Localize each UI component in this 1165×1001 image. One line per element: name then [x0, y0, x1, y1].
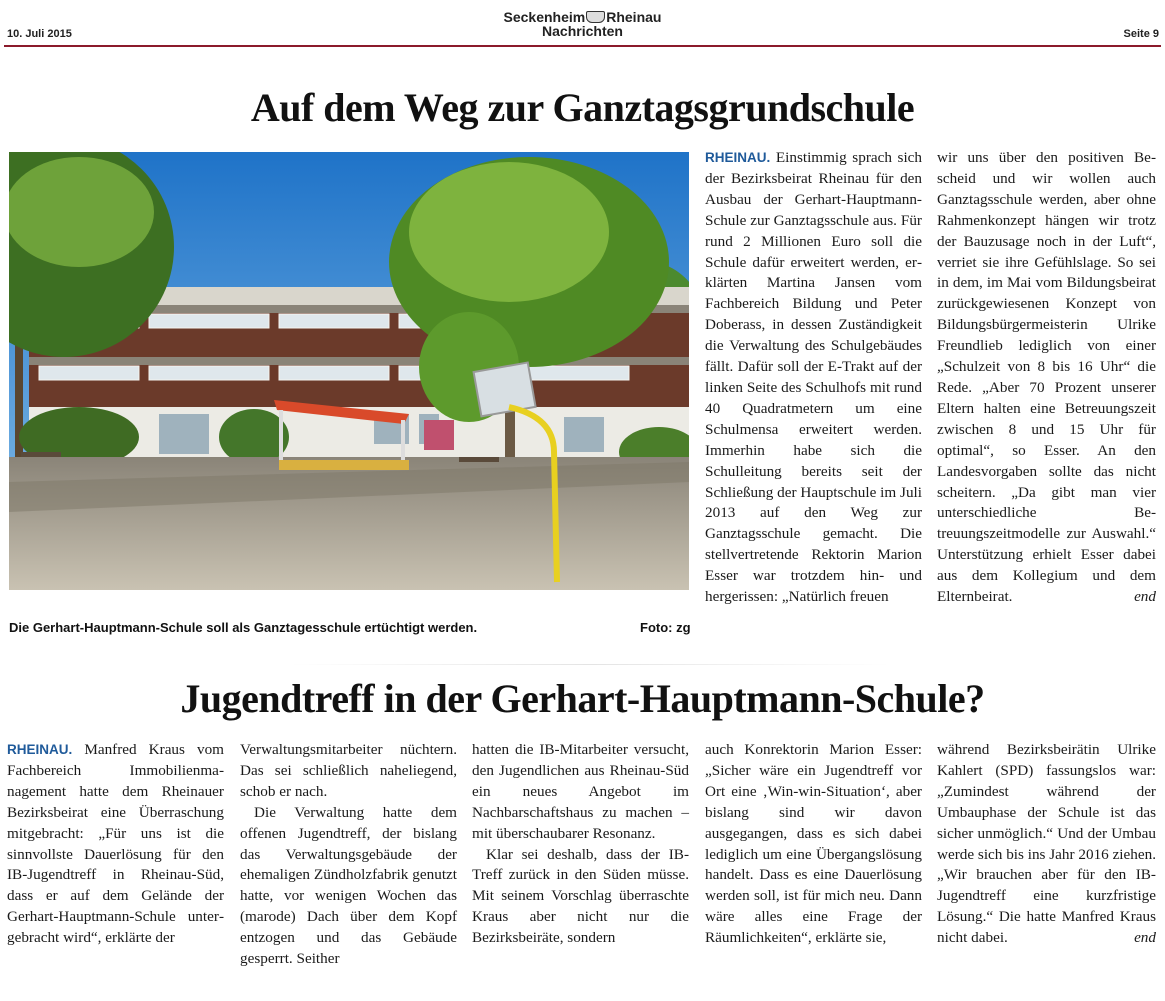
masthead: [0, 10, 1165, 38]
header-rule: [4, 45, 1161, 47]
article2-column-1: [7, 740, 224, 949]
article2-col1-text: Manfred Kraus vom Fachbereich Immobilienmanagement hatte dem Rheinauer Bezirksbeirat eine Überraschung mitgebracht: „Für uns ist die sinnvollste Dauerlösung für den IB-Jugendtreff in Rheinau-Süd, dass er auf dem Gelände der Gerhart-Hauptmann-Schule untergebracht wird“, erklärte der: [7, 741, 224, 947]
article1-end-mark: end: [1134, 588, 1156, 606]
page-number: Seite 9: [1123, 28, 1159, 40]
article1-dateline: RHEINAU.: [705, 150, 771, 165]
article1-col2-text: wir uns über den positiven Bescheid und wir wollen auch Ganztagsschule werden, aber ohne Rahmenkonzept hängen wir trotz der Bauzusage noch in der Luft“, verriet sie ihre Gefühlslage. So sei in dem, im Mai vom Bildungsbeirat zurückgewiesenen Konzept von Bildungsbürgermeisterin Ulrike Freundlieb lediglich von einer „Schulzeit von 8 bis 16 Uhr“ die Rede. „Aber 70 Prozent unserer Eltern halten eine Betreuungszeit zwischen 8 und 15 Uhr für optimal“, so Esser. An den Landesvorgaben sollte das nicht scheitern. „Da gibt man vier unterschiedliche Betreuungszeitmodelle zur Auswahl.“ Unterstützung erhielt Esser dabei aus dem Kollegium und dem Elternbeirat.: [937, 149, 1156, 606]
article2-col2-paragraph-2: Die Verwaltung hatte dem offenen Jugendtreff, der bislang das Verwaltungsgebäude der ehemaligen Zündholzfabrik genutzt hatte, vor wenigen Wochen das (marode) Dach über dem Kopf entzogen und das Gebäude gesperrt. Seither: [240, 803, 457, 968]
article2-column-2: [240, 740, 457, 970]
article2-column-3: [472, 740, 689, 949]
article1-headline: Auf dem Weg zur Ganztagsgrundschule: [250, 85, 915, 130]
article2-column-5: [937, 740, 1156, 949]
crest-icon: [586, 11, 605, 23]
article1-column-2: [937, 148, 1156, 608]
issue-date: 10. Juli 2015: [7, 28, 72, 40]
article1-col1-text: Einstimmig sprach sich der Bezirksbeirat Rheinau für den Ausbau der Gerhart-Hauptmann-Schule zur Ganztagsschule aus. Für rund 2 Millionen Euro soll die Schule dafür erweitert werden, erklärten Martina Jansen vom Fachbereich Bildung und Peter Doberass, in dessen Zuständigkeit die Verwaltung des Schulgebäudes fällt. Dafür soll der E-Trakt auf der linken Seite des Schulhofs mit rund 40 Quadratmetern um eine Schulmensa erweitert werden. Immerhin habe sich die Schulleitung bereits seit der Schließung der Hauptschule im Juli 2013 auf den Weg zur Ganztagsschule gemacht. Die stellvertretende Rektorin Marion Esser war trotzdem hin- und hergerissen: „Natürlich freuen: [705, 149, 922, 606]
masthead-name-2: Rheinau: [606, 9, 662, 25]
article2-col2-paragraph-1: Verwaltungsmitarbeiter nüchtern. Das sei schließlich naheliegend, schob er nach.: [240, 741, 457, 800]
article2-col5-text: während Bezirksbeirätin Ulrike Kahlert (SPD) fassungslos war: „Zumindest während der Umbauphase der Schule ist das sicher unmöglich.“ Und der Umbau werde sich bis ins Jahr 2016 ziehen. „Wir brauchen aber für den IB-Jugendtreff eine kurzfristige Lösung.“ Die hatte Manfred Kraus nicht dabei.: [937, 741, 1156, 947]
article-divider: [290, 664, 890, 665]
article2-column-4: [705, 740, 922, 949]
article2-col3-paragraph-1: hatten die IB-Mitarbeiter versucht, den Jugendlichen aus Rheinau-Süd ein neues Angebot im Nachbarschaftshaus zu machen – mit überschaubarer Resonanz.: [472, 741, 689, 842]
photo-caption: Die Gerhart-Hauptmann-Schule soll als Ganztagesschule ertüchtigt werden.: [9, 620, 478, 635]
article1-column-1: [705, 148, 922, 608]
masthead-name-3: Nachrichten: [542, 23, 623, 39]
school-photo-illustration: [9, 152, 689, 590]
article2-col4-text: auch Konrektorin Marion Esser: „Sicher wäre ein Jugendtreff vor Ort eine ‚Win-win-Situation‘, aber bislang sind wir davon ausgegangen, dass es sich dabei lediglich um eine Übergangslösung handelt. Dass es eine Dauerlösung werden soll, ist für mich neu. Dann wäre alles eine Frage der Räumlichkeiten“, erklärte sie,: [705, 741, 922, 947]
article1-photo: [9, 152, 689, 590]
article2-col3-paragraph-2: Klar sei deshalb, dass der IB-Treff zurück in den Süden müsse. Mit seinem Vorschlag überraschte Kraus aber nicht nur die Bezirksbeiräte, sondern: [472, 845, 689, 947]
article2-end-mark: end: [1134, 929, 1156, 947]
article2-dateline: RHEINAU.: [7, 742, 73, 757]
article2-headline: Jugendtreff in der Gerhart-Hauptmann-Schule?: [180, 676, 985, 721]
photo-credit: Foto: zg: [640, 620, 691, 635]
masthead-name-1: Seckenheim: [503, 9, 586, 25]
